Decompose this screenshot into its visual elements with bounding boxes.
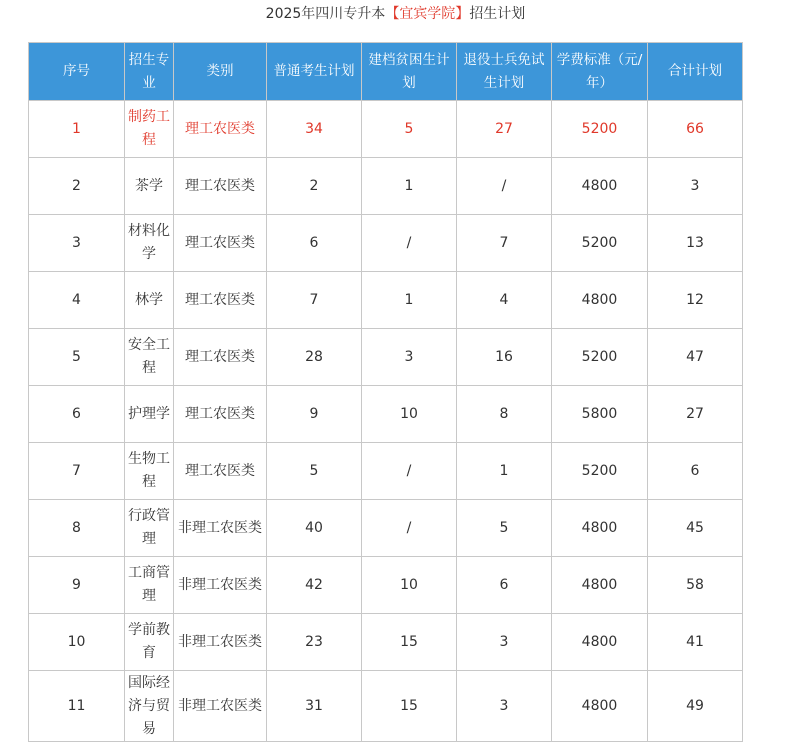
cell-index: 1 — [29, 101, 125, 158]
cell-tuition: 4800 — [552, 614, 648, 671]
cell-index: 7 — [29, 443, 125, 500]
cell-poverty-plan: 3 — [362, 329, 457, 386]
cell-category: 理工农医类 — [174, 386, 267, 443]
table-header — [29, 43, 743, 101]
cell-category: 理工农医类 — [174, 101, 267, 158]
cell-veteran-plan: 7 — [457, 215, 552, 272]
title-school-name: 宜宾学院 — [399, 6, 456, 22]
title-suffix: 招生计划 — [469, 6, 526, 22]
table-row — [29, 557, 743, 614]
cell-category: 非理工农医类 — [174, 671, 267, 742]
cell-major: 安全工程 — [125, 329, 174, 386]
cell-category: 理工农医类 — [174, 158, 267, 215]
cell-veteran-plan: 3 — [457, 671, 552, 742]
cell-index: 5 — [29, 329, 125, 386]
cell-index: 11 — [29, 671, 125, 742]
cell-total: 6 — [648, 443, 743, 500]
cell-total: 27 — [648, 386, 743, 443]
cell-index: 10 — [29, 614, 125, 671]
cell-poverty-plan: 10 — [362, 557, 457, 614]
cell-category: 非理工农医类 — [174, 614, 267, 671]
table-row — [29, 386, 743, 443]
cell-tuition: 5800 — [552, 386, 648, 443]
cell-poverty-plan: / — [362, 500, 457, 557]
cell-total: 47 — [648, 329, 743, 386]
table-row — [29, 272, 743, 329]
header-index: 序号 — [29, 43, 125, 101]
cell-major: 行政管理 — [125, 500, 174, 557]
table-row — [29, 443, 743, 500]
cell-regular-plan: 42 — [267, 557, 362, 614]
table-row — [29, 671, 743, 742]
cell-index: 2 — [29, 158, 125, 215]
cell-poverty-plan: / — [362, 443, 457, 500]
cell-veteran-plan: 3 — [457, 614, 552, 671]
header-tuition: 学费标准（元/年） — [552, 43, 648, 101]
header-regular-plan: 普通考生计划 — [267, 43, 362, 101]
cell-major: 林学 — [125, 272, 174, 329]
cell-poverty-plan: 1 — [362, 158, 457, 215]
cell-total: 58 — [648, 557, 743, 614]
cell-major: 学前教育 — [125, 614, 174, 671]
cell-index: 4 — [29, 272, 125, 329]
table-body — [29, 101, 743, 742]
cell-veteran-plan: 5 — [457, 500, 552, 557]
cell-major: 护理学 — [125, 386, 174, 443]
table-row — [29, 215, 743, 272]
title-bracket-close: 】 — [455, 6, 470, 22]
cell-regular-plan: 7 — [267, 272, 362, 329]
cell-regular-plan: 31 — [267, 671, 362, 742]
cell-category: 理工农医类 — [174, 329, 267, 386]
header-total: 合计计划 — [648, 43, 743, 101]
table-row — [29, 329, 743, 386]
cell-poverty-plan: 5 — [362, 101, 457, 158]
cell-veteran-plan: 16 — [457, 329, 552, 386]
cell-veteran-plan: 1 — [457, 443, 552, 500]
cell-regular-plan: 2 — [267, 158, 362, 215]
cell-major: 生物工程 — [125, 443, 174, 500]
cell-total: 45 — [648, 500, 743, 557]
cell-major: 国际经济与贸易 — [125, 671, 174, 742]
header-category: 类别 — [174, 43, 267, 101]
cell-major: 材料化学 — [125, 215, 174, 272]
cell-regular-plan: 40 — [267, 500, 362, 557]
cell-total: 41 — [648, 614, 743, 671]
table-row — [29, 500, 743, 557]
table-row — [29, 101, 743, 158]
cell-category: 理工农医类 — [174, 272, 267, 329]
cell-poverty-plan: 15 — [362, 614, 457, 671]
cell-category: 非理工农医类 — [174, 500, 267, 557]
cell-tuition: 5200 — [552, 101, 648, 158]
title-prefix: 2025年四川专升本 — [265, 6, 386, 22]
cell-tuition: 5200 — [552, 443, 648, 500]
enrollment-plan-table — [28, 42, 743, 742]
cell-category: 非理工农医类 — [174, 557, 267, 614]
cell-poverty-plan: 10 — [362, 386, 457, 443]
cell-tuition: 4800 — [552, 158, 648, 215]
cell-index: 6 — [29, 386, 125, 443]
cell-category: 理工农医类 — [174, 443, 267, 500]
title-bracket-open: 【 — [385, 6, 400, 22]
cell-poverty-plan: 15 — [362, 671, 457, 742]
cell-total: 12 — [648, 272, 743, 329]
cell-veteran-plan: 8 — [457, 386, 552, 443]
cell-veteran-plan: 6 — [457, 557, 552, 614]
cell-regular-plan: 9 — [267, 386, 362, 443]
header-veteran-plan: 退役士兵免试生计划 — [457, 43, 552, 101]
cell-regular-plan: 23 — [267, 614, 362, 671]
cell-regular-plan: 34 — [267, 101, 362, 158]
header-major: 招生专业 — [125, 43, 174, 101]
cell-regular-plan: 28 — [267, 329, 362, 386]
cell-tuition: 4800 — [552, 557, 648, 614]
header-row — [29, 43, 743, 101]
cell-index: 3 — [29, 215, 125, 272]
cell-total: 13 — [648, 215, 743, 272]
cell-index: 8 — [29, 500, 125, 557]
cell-major: 制药工程 — [125, 101, 174, 158]
cell-poverty-plan: / — [362, 215, 457, 272]
table-row — [29, 614, 743, 671]
cell-tuition: 5200 — [552, 215, 648, 272]
cell-tuition: 4800 — [552, 272, 648, 329]
cell-index: 9 — [29, 557, 125, 614]
cell-tuition: 4800 — [552, 500, 648, 557]
cell-veteran-plan: / — [457, 158, 552, 215]
cell-total: 49 — [648, 671, 743, 742]
cell-tuition: 4800 — [552, 671, 648, 742]
cell-category: 理工农医类 — [174, 215, 267, 272]
table-row — [29, 158, 743, 215]
cell-total: 3 — [648, 158, 743, 215]
cell-veteran-plan: 27 — [457, 101, 552, 158]
cell-major: 工商管理 — [125, 557, 174, 614]
header-poverty-plan: 建档贫困生计划 — [362, 43, 457, 101]
cell-veteran-plan: 4 — [457, 272, 552, 329]
cell-total: 66 — [648, 101, 743, 158]
cell-regular-plan: 5 — [267, 443, 362, 500]
cell-tuition: 5200 — [552, 329, 648, 386]
cell-major: 茶学 — [125, 158, 174, 215]
page-title — [0, 4, 791, 24]
cell-poverty-plan: 1 — [362, 272, 457, 329]
cell-regular-plan: 6 — [267, 215, 362, 272]
